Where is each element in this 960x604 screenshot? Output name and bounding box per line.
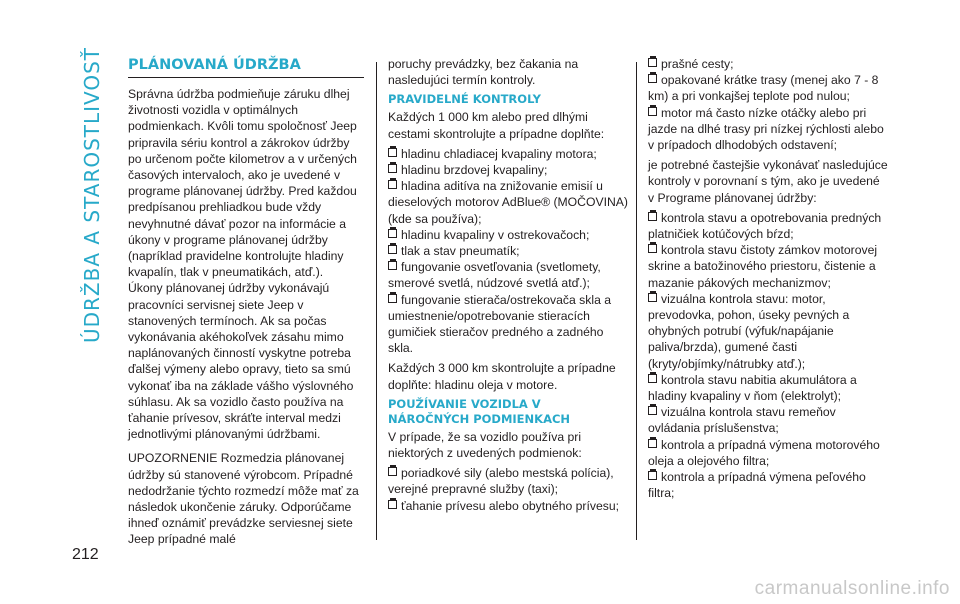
- list-item: [388, 146, 628, 162]
- list-item: [648, 437, 888, 469]
- list-item: [648, 72, 888, 104]
- column-2: [388, 56, 628, 518]
- list-item: [388, 243, 628, 259]
- list-item: [388, 465, 628, 497]
- list-item: [648, 372, 888, 404]
- list-item: [388, 162, 628, 178]
- list-item: [388, 292, 628, 357]
- checkbox-bullet-icon: [648, 107, 657, 116]
- severe-checks-list: [648, 210, 888, 502]
- section-title: PLÁNOVANÁ ÚDRŽBA: [128, 57, 301, 73]
- checkbox-bullet-icon: [648, 212, 657, 221]
- severe-conditions-title: [388, 397, 628, 427]
- checkbox-bullet-icon: [388, 467, 397, 476]
- list-item-text: ťahanie prívesu alebo obytného prívesu;: [401, 498, 620, 513]
- checkbox-bullet-icon: [388, 148, 397, 157]
- list-item: [648, 242, 888, 291]
- list-item: [648, 469, 888, 501]
- list-item: [648, 291, 888, 372]
- list-item-text: tlak a stav pneumatík;: [401, 244, 520, 259]
- list-item: [388, 259, 628, 291]
- checkbox-bullet-icon: [648, 74, 657, 83]
- checkbox-bullet-icon: [648, 471, 657, 480]
- severe-title-line1: POUŽÍVANIE VOZIDLA V: [388, 396, 541, 411]
- checkbox-bullet-icon: [388, 164, 397, 173]
- list-item-text: motor má často nízke otáčky alebo pri jazde na dlhé trasy pri nízkej rýchlosti alebo v prípadoch dlhodobých odstavení;: [648, 105, 884, 153]
- list-item: [388, 227, 628, 243]
- severe-conditions-intro: V prípade, že sa vozidlo používa pri niektorých z uvedených podmienok:: [388, 429, 582, 461]
- list-item-text: hladinu kvapaliny v ostrekovačoch;: [401, 227, 590, 242]
- list-item-text: kontrola stavu nabitia akumulátora a hladiny kvapaliny v ňom (elektrolyt);: [648, 372, 857, 404]
- list-item-text: poriadkové sily (alebo mestská polícia), verejné prepravné služby (taxi);: [388, 466, 614, 497]
- side-chapter-title: [72, 40, 112, 350]
- intro-paragraph: Úkony plánovanej údržby vykonávajú pracovníci servisnej siete Jeep v stanovených termínoch. Ak sa počas vykonávania akéhokoľvek zásahu mimo naplánovaných činností vyskytne potreba ďalšej výmeny alebo opravy, tieto sa smú vykonať iba na základe vášho výslovného súhlasu. Ak sa vozidlo často používa na ťahanie prívesov, skráťte interval medzi jednotlivými plánovanými údržbami.: [128, 281, 354, 442]
- title-underline: [128, 77, 364, 78]
- list-item-text: kontrola stavu čistoty zámkov motorovej skrine a batožinového priestoru, čistenie a mazanie pákových mechanizmov;: [648, 243, 878, 290]
- list-item-text: opakované krátke trasy (menej ako 7 - 8 km) a pri vonkajšej teplote pod nulou;: [648, 73, 879, 104]
- checkbox-bullet-icon: [388, 180, 397, 189]
- column-divider: [636, 62, 637, 540]
- list-item: [648, 56, 888, 72]
- list-item: [648, 210, 888, 242]
- checkbox-bullet-icon: [648, 374, 657, 383]
- oil-check-note: Každých 3 000 km skontrolujte a prípadne doplňte: hladinu oleja v motore.: [388, 361, 616, 392]
- list-item-text: kontrola a prípadná výmena motorového oleja a olejového filtra;: [648, 437, 880, 468]
- intro-paragraph: Správna údržba podmieňuje záruku dlhej životnosti vozidla v optimálnych podmienkach. Kvôli tomu spoločnosť Jeep pripravila sériu kontrol a zákrokov údržby po určenom počte kilometrov a v určených časových intervaloch, ako je uvedené v programe plánovanej údržby. Pred každou predpísanou prehliadkou bude vždy nevyhnutné dávať pozor na informácie a úkony v programe plánovanej údržby (napríklad pravidelne kontrolujte hladiny kvapalín, tlak v pneumatikách, atď.).: [128, 87, 357, 280]
- warning-paragraph-part1: UPOZORNENIE Rozmedzia plánovanej údržby sú stanovené výrobcom. Prípadné nedodržanie týchto rozmedzí môže mať za následok ukončenie záruky. Odporúčame ihneď oznámiť prevádzke serviesnej siete Jeep prípadné malé: [128, 451, 359, 547]
- column-3: [648, 56, 888, 505]
- regular-checks-title: PRAVIDELNÉ KONTROLY: [388, 92, 541, 107]
- warning-paragraph-part2: poruchy prevádzky, bez čakania na nasledujúci termín kontroly.: [388, 57, 579, 88]
- regular-checks-intro: Každých 1 000 km alebo pred dlhými cestami skontrolujte a prípadne doplňte:: [388, 110, 605, 141]
- checkbox-bullet-icon: [388, 500, 397, 509]
- severe-conditions-list: [388, 465, 628, 514]
- list-item-text: hladina aditíva na znižovanie emisií u dieselových motorov AdBlue® (MOČOVINA) (kde sa používa);: [388, 179, 628, 226]
- watermark: carmanualsonline.info: [754, 578, 950, 599]
- checkbox-bullet-icon: [648, 58, 657, 67]
- column-divider: [376, 62, 377, 540]
- list-item-text: vizuálna kontrola stavu: motor, prevodovka, pohon, úseky pevných a ohybných potrubí (výfuk/napájanie paliva/brzda), gumené časti (kryty/objímky/nátrubky atď.);: [648, 291, 850, 371]
- severe-title-line2: NÁROČNÝCH PODMIENKACH: [388, 411, 571, 426]
- list-item-text: kontrola a prípadná výmena peľového filtra;: [648, 470, 866, 501]
- checkbox-bullet-icon: [388, 294, 397, 303]
- list-item: [648, 105, 888, 154]
- severe-conditions-list-continued: [648, 56, 888, 153]
- checkbox-bullet-icon: [648, 293, 657, 302]
- page-number: 212: [72, 546, 99, 563]
- regular-checks-list: [388, 146, 628, 357]
- checkbox-bullet-icon: [648, 439, 657, 448]
- checkbox-bullet-icon: [388, 261, 397, 270]
- list-item-text: hladinu chladiacej kvapaliny motora;: [401, 146, 597, 161]
- severe-conditions-middle-text: je potrebné častejšie vykonávať nasledujúce kontroly v porovnaní s tým, ako je uvedené v Programe plánovanej údržby:: [648, 158, 888, 205]
- list-item: [648, 404, 888, 436]
- column-1: [128, 56, 364, 552]
- checkbox-bullet-icon: [648, 406, 657, 415]
- list-item: [388, 498, 628, 514]
- checkbox-bullet-icon: [388, 229, 397, 238]
- checkbox-bullet-icon: [648, 244, 657, 253]
- side-chapter-title-text: ÚDRŽBA A STAROSTLIVOSŤ: [80, 46, 104, 344]
- list-item-text: fungovanie stierača/ostrekovača skla a umiestnenie/opotrebovanie stieracích gumičiek stieračov predného a zadného skla.: [388, 292, 612, 356]
- list-item-text: prašné cesty;: [661, 57, 734, 71]
- list-item-text: kontrola stavu a opotrebovania predných platničiek kotúčových bŕzd;: [648, 210, 882, 242]
- list-item-text: fungovanie osvetľovania (svetlomety, smerové svetlá, núdzové svetlá atď.);: [388, 260, 601, 291]
- checkbox-bullet-icon: [388, 245, 397, 254]
- list-item-text: vizuálna kontrola stavu remeňov ovládania príslušenstva;: [648, 405, 836, 436]
- list-item-text: hladinu brzdovej kvapaliny;: [401, 163, 548, 178]
- list-item: [388, 178, 628, 227]
